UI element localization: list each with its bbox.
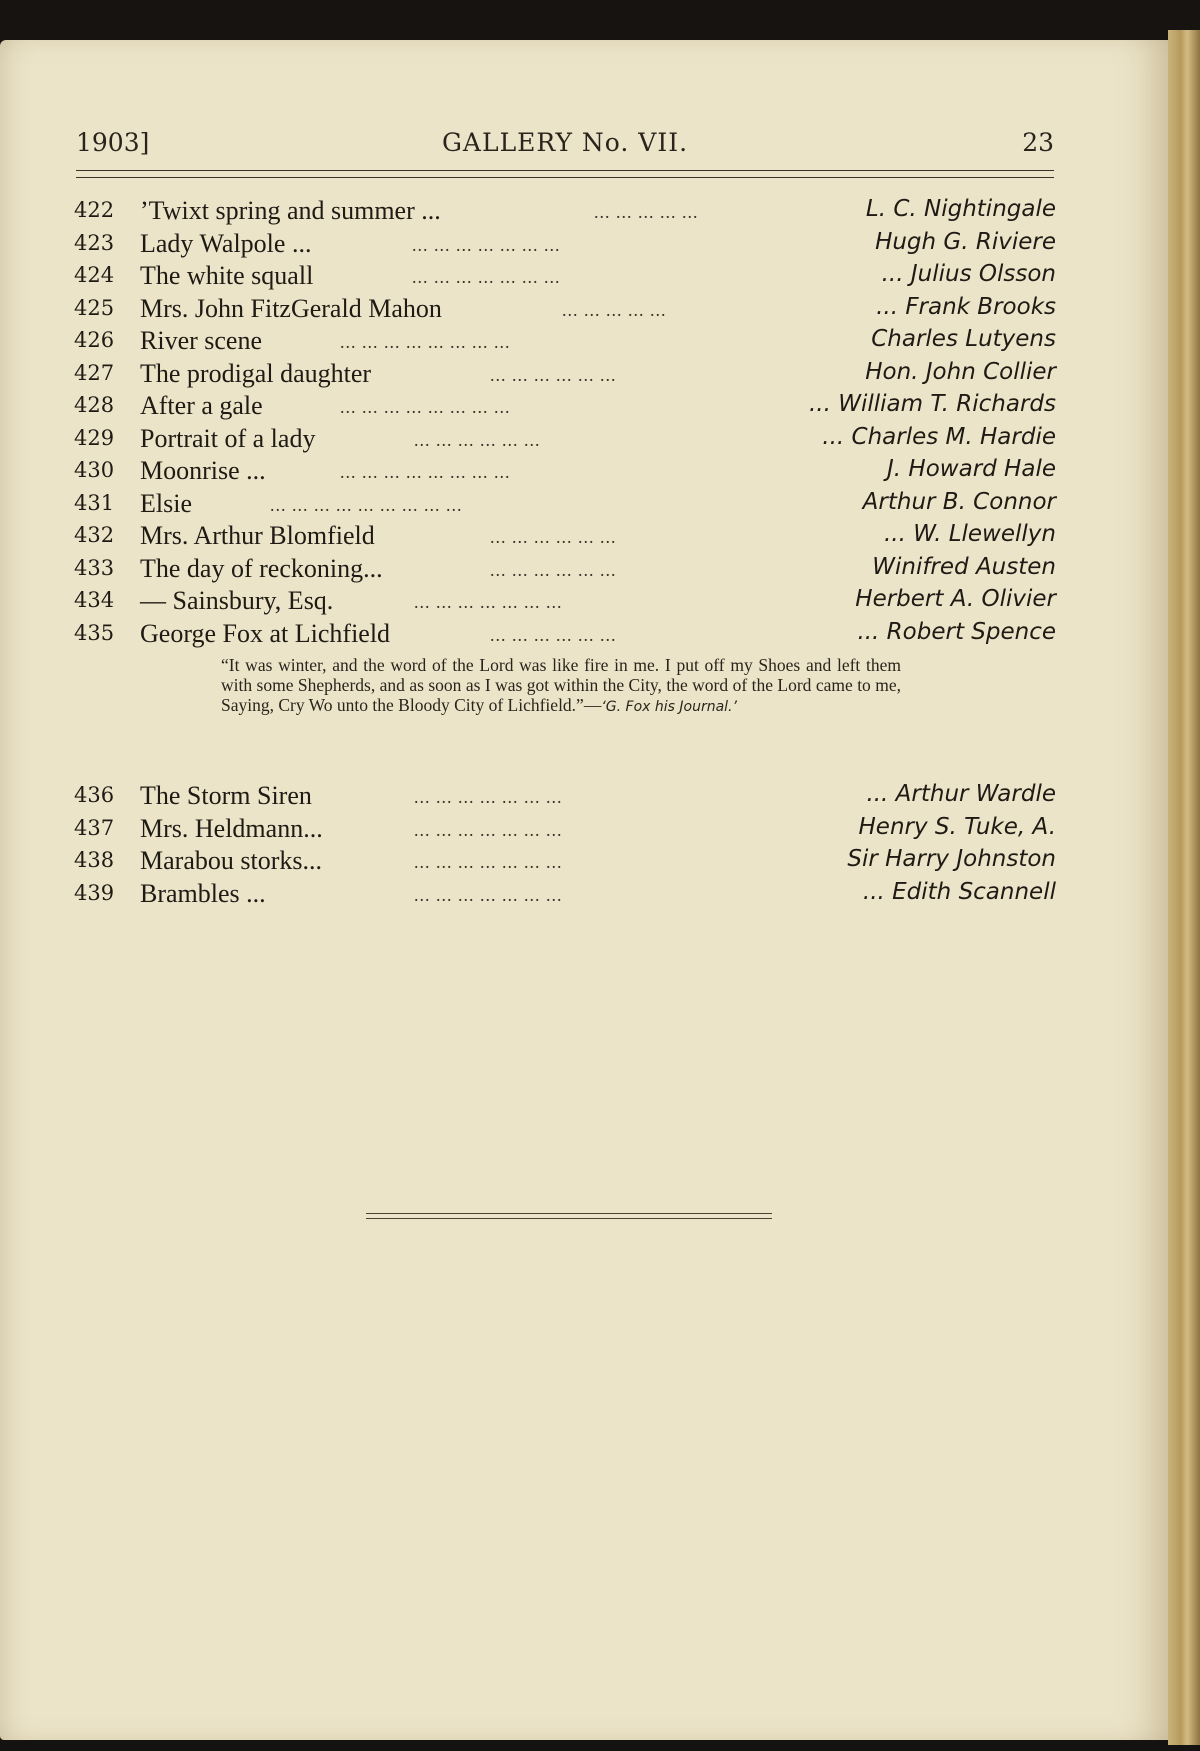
leader-dots: ... ... ... ... ... ... ... <box>414 852 563 872</box>
leader-dots: ... ... ... ... ... ... ... <box>412 267 561 287</box>
entry-title: The white squall <box>140 261 314 290</box>
catalogue-entry <box>74 196 1056 229</box>
entry-artist: ... William T. Richards <box>808 391 1056 417</box>
entry-title: Marabou storks... <box>140 846 322 875</box>
leader-dots: ... ... ... ... ... ... <box>490 527 617 547</box>
leader-dots: ... ... ... ... ... ... ... ... <box>340 332 511 352</box>
running-head-year: 1903] <box>76 128 150 157</box>
catalogue-entry <box>74 554 1056 587</box>
entry-title: Mrs. Heldmann... <box>140 813 323 843</box>
quotation <box>221 651 901 781</box>
leader-dots: ... ... ... ... ... <box>594 202 699 222</box>
entry-artist: Sir Harry Johnston <box>847 846 1056 872</box>
leader-dots: ... ... ... ... ... ... ... ... <box>340 397 511 417</box>
entry-title: Lady Walpole ... <box>140 228 312 258</box>
entry-number: 432 <box>74 523 115 547</box>
leader-dots: ... ... ... ... ... ... <box>490 624 617 645</box>
catalogue-entry <box>74 879 1056 912</box>
entry-number: 423 <box>74 230 115 255</box>
entry-title: Mrs. Arthur Blomfield <box>140 521 375 550</box>
entry-title: — Sainsbury, Esq. <box>140 586 334 615</box>
entry-artist: Herbert A. Olivier <box>855 586 1056 612</box>
catalogue-entry <box>74 521 1056 554</box>
entry-artist: Hon. John Collier <box>865 358 1056 385</box>
leader-dots: ... ... ... ... ... ... ... <box>414 787 563 807</box>
entry-title: After a gale <box>140 391 263 420</box>
leader-dots: ... ... ... ... ... <box>562 299 667 320</box>
entry-artist: Charles Lutyens <box>871 326 1056 352</box>
entry-number: 430 <box>74 458 115 482</box>
catalogue-entry <box>74 846 1056 879</box>
catalogue-entry <box>74 619 1056 652</box>
catalogue-entry <box>74 456 1056 489</box>
entry-artist: L. C. Nightingale <box>865 196 1056 222</box>
catalogue-entry <box>74 424 1056 457</box>
entry-title: Moonrise ... <box>140 456 266 485</box>
catalogue-entry <box>74 586 1056 619</box>
header-double-rule <box>76 170 1054 178</box>
entry-artist: Winifred Austen <box>872 553 1056 580</box>
leader-dots: ... ... ... ... ... ... ... <box>414 819 563 840</box>
leader-dots: ... ... ... ... ... ... ... <box>414 884 563 905</box>
entry-artist: Henry S. Tuke, A. <box>858 813 1056 840</box>
entry-artist: ... Julius Olsson <box>881 261 1056 287</box>
running-head <box>76 128 1054 162</box>
leader-dots: ... ... ... ... ... ... ... <box>414 592 563 612</box>
entry-number: 422 <box>74 198 115 222</box>
entry-number: 426 <box>74 328 115 352</box>
leader-dots: ... ... ... ... ... ... ... ... <box>340 462 511 482</box>
entry-number: 436 <box>74 783 115 807</box>
running-head-title: GALLERY No. VII. <box>441 128 689 157</box>
entry-artist: ... Arthur Wardle <box>866 781 1056 807</box>
leader-dots: ... ... ... ... ... ... ... <box>412 234 561 255</box>
entry-title: The day of reckoning... <box>140 553 383 583</box>
leader-dots: ... ... ... ... ... ... ... ... ... <box>270 494 463 515</box>
entry-number: 429 <box>74 425 115 450</box>
entry-number: 434 <box>74 588 115 612</box>
entry-number: 424 <box>74 263 115 287</box>
entry-number: 439 <box>74 880 115 905</box>
catalogue-entry <box>74 391 1056 424</box>
entry-title: George Fox at Lichfield <box>140 618 391 648</box>
catalogue-entry <box>74 359 1056 392</box>
entry-artist: ... Charles M. Hardie <box>822 423 1056 450</box>
quote-text: “It was winter, and the word of the Lord was like fire in me. I put off my Shoes and left them with some Shepherds, and as soon as I was got within the City, the word of the Lord came to me, Saying, Cry Wo unto the Bloody City of Lichfield.”— <box>221 655 901 715</box>
entry-number: 428 <box>74 393 115 417</box>
entry-number: 435 <box>74 620 115 645</box>
book-top-edge <box>0 0 1200 42</box>
entry-title: The prodigal daughter <box>140 358 372 388</box>
entry-number: 425 <box>74 295 115 320</box>
entry-number: 437 <box>74 815 115 840</box>
entry-title: Brambles ... <box>140 878 266 908</box>
catalogue-entry <box>74 814 1056 847</box>
leader-dots: ... ... ... ... ... ... <box>414 429 541 450</box>
entry-number: 427 <box>74 360 115 385</box>
entry-artist: Hugh G. Riviere <box>875 228 1056 255</box>
end-double-rule <box>366 1213 772 1219</box>
entry-title: Portrait of a lady <box>140 423 316 453</box>
catalogue-entry <box>74 294 1056 327</box>
entry-number: 438 <box>74 848 115 872</box>
entry-title: The Storm Siren <box>140 781 312 810</box>
entry-number: 431 <box>74 490 115 515</box>
entry-artist: ... Frank Brooks <box>876 293 1056 320</box>
quote-source: ‘G. Fox his Journal.’ <box>601 699 737 715</box>
catalogue-entry <box>74 261 1056 294</box>
catalogue-entry <box>74 326 1056 359</box>
catalogue-entry <box>74 229 1056 262</box>
leader-dots: ... ... ... ... ... ... <box>490 364 617 385</box>
catalogue-list <box>74 196 1056 911</box>
entry-title: ’Twixt spring and summer ... <box>140 196 441 225</box>
entry-artist: J. Howard Hale <box>887 456 1056 482</box>
entry-artist: Arthur B. Connor <box>862 488 1056 515</box>
entry-artist: ... Edith Scannell <box>862 878 1056 905</box>
entry-number: 433 <box>74 555 115 580</box>
book-page-edges <box>1168 30 1200 1745</box>
entry-artist: ... W. Llewellyn <box>883 521 1056 547</box>
page-number: 23 <box>1022 128 1054 157</box>
entry-title: Mrs. John FitzGerald Mahon <box>140 293 442 323</box>
catalogue-entry <box>74 781 1056 814</box>
entry-title: River scene <box>140 326 263 355</box>
entry-artist: ... Robert Spence <box>857 618 1056 645</box>
leader-dots: ... ... ... ... ... ... <box>490 559 617 580</box>
entry-title: Elsie <box>140 488 192 518</box>
catalogue-entry <box>74 489 1056 522</box>
